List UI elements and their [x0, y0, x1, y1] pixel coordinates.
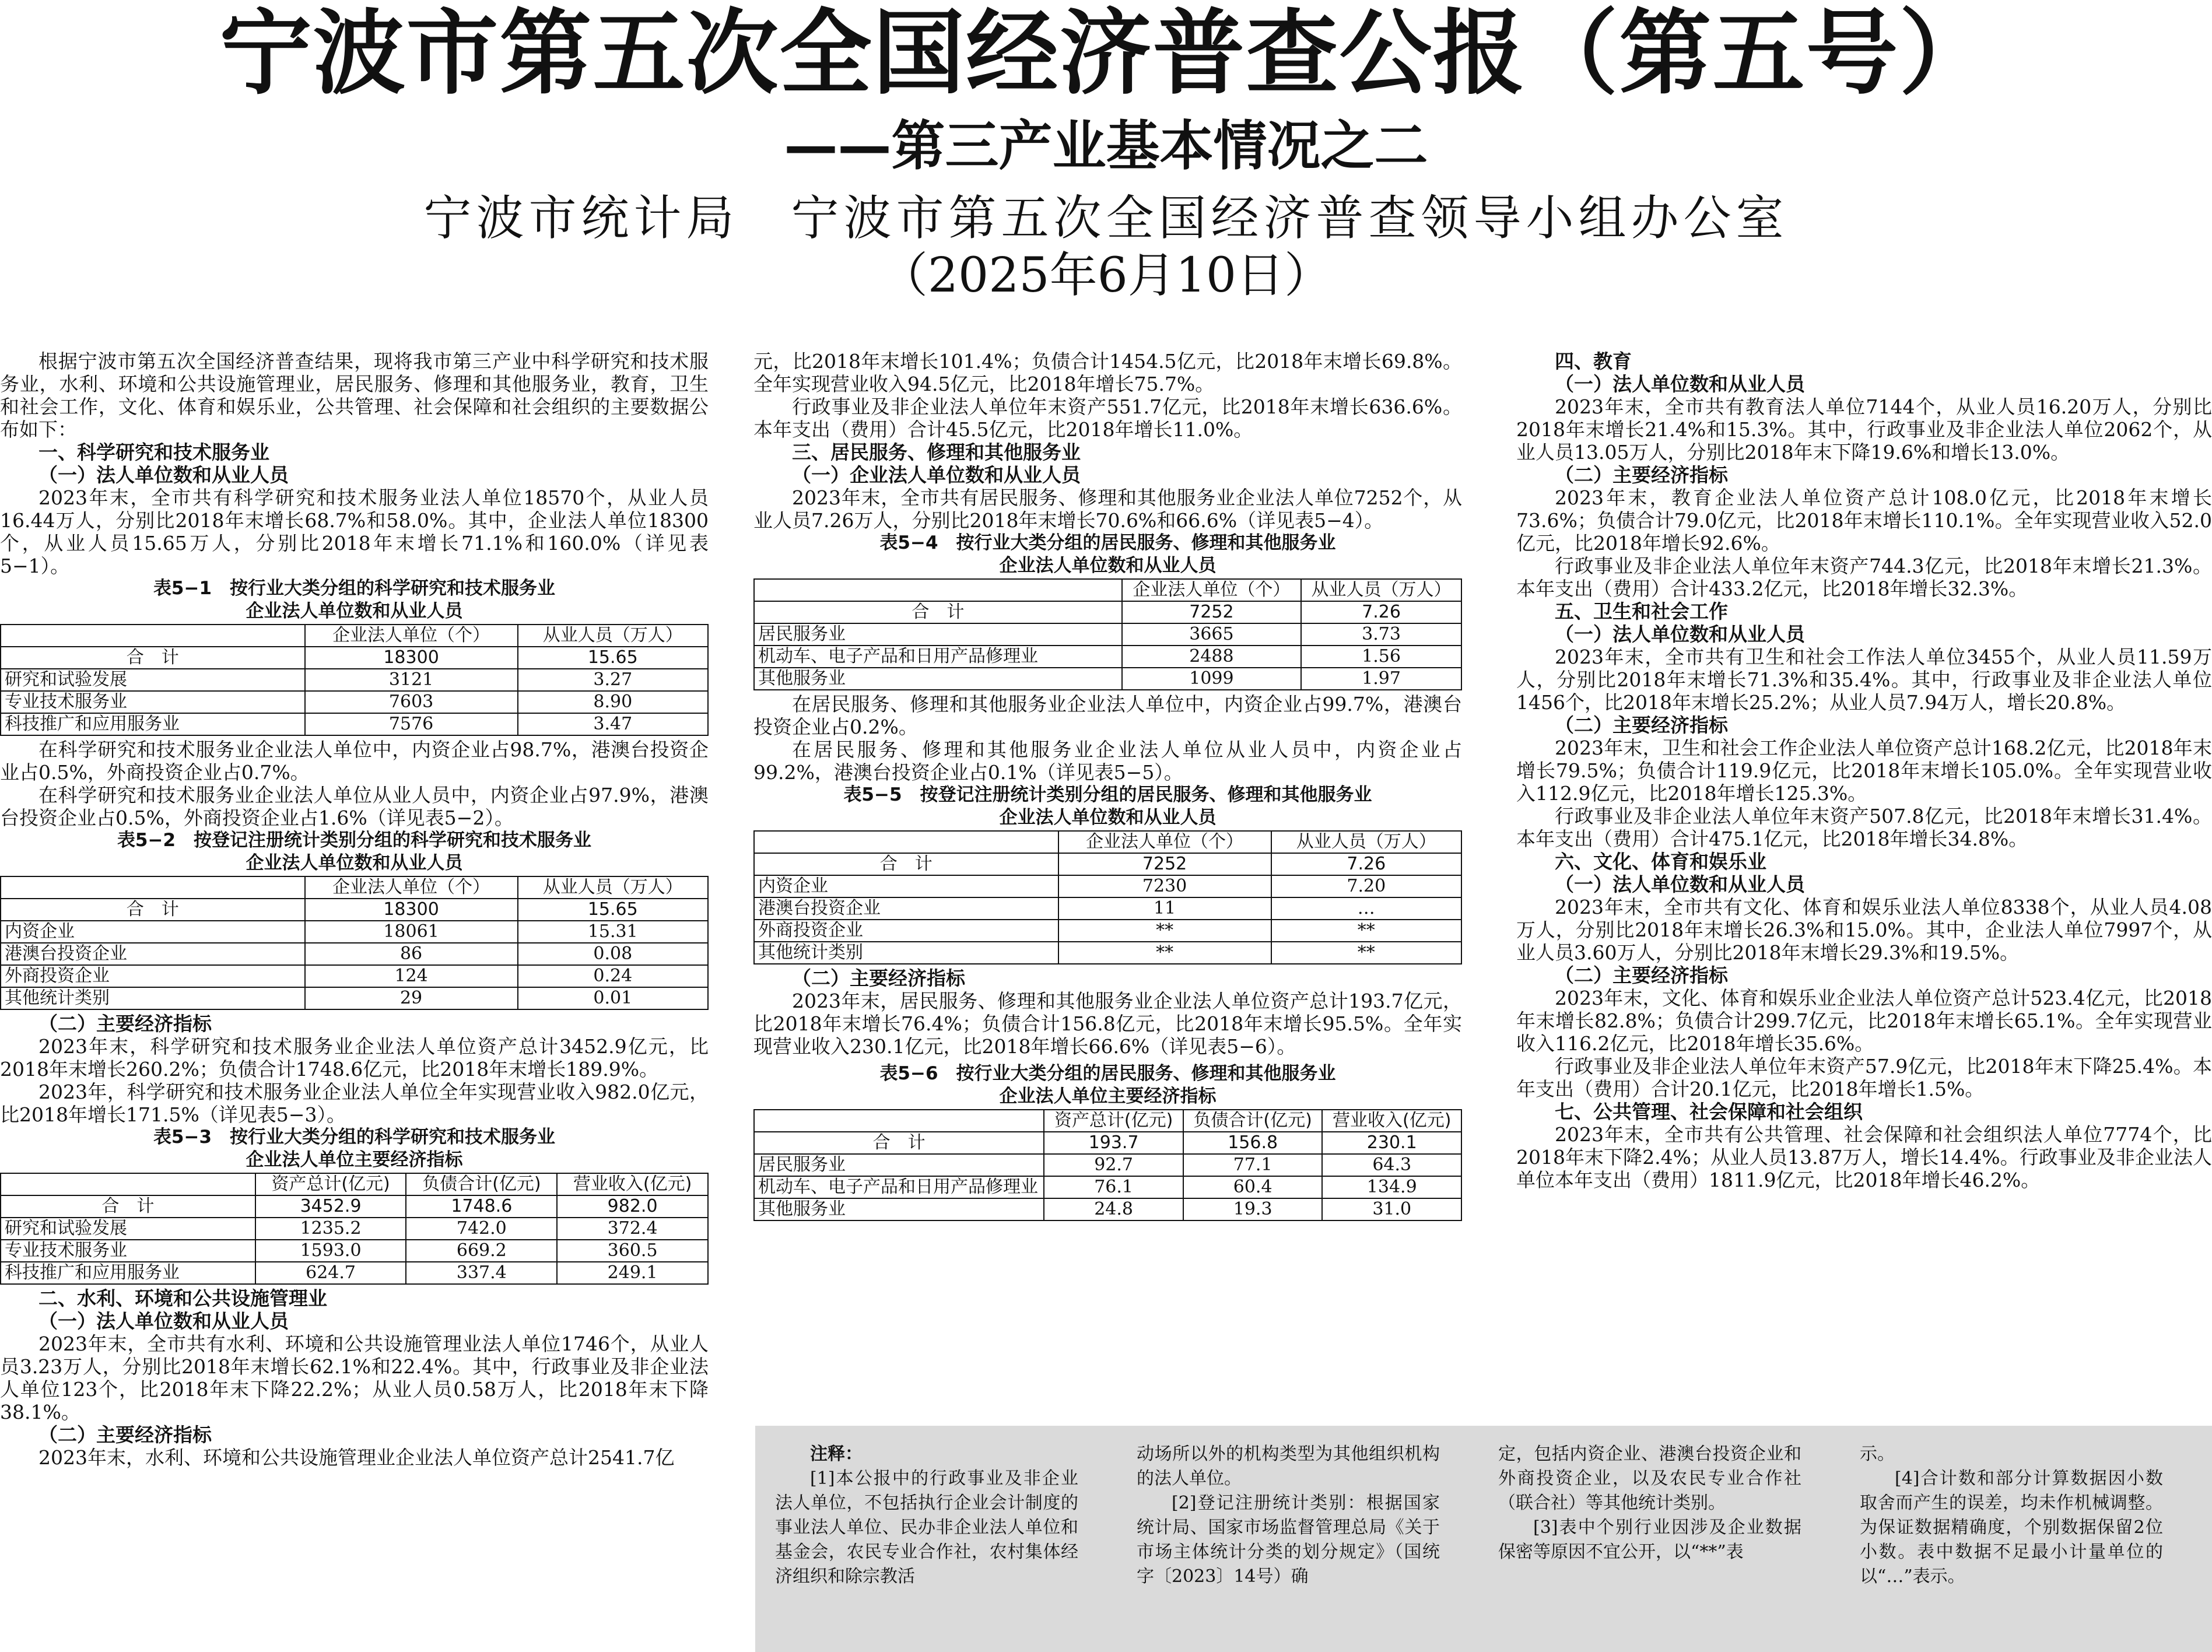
article-column-3 [1516, 350, 2212, 1191]
table-cell: 科技推广和应用服务业 [1, 713, 305, 735]
table-cell: 124 [305, 965, 518, 987]
table-row [754, 875, 1461, 897]
table-header: 从业人员（万人） [1301, 579, 1461, 601]
table-cell: 0.08 [518, 943, 708, 965]
section-heading: 三、居民服务、修理和其他服务业 [792, 441, 1081, 464]
table-cell: 研究和试验发展 [1, 1218, 255, 1240]
table-caption: 企业法人单位数和从业人员 [246, 853, 463, 874]
table-header: 营业收入(亿元) [557, 1173, 708, 1195]
table-cell: 7603 [305, 691, 518, 713]
table-cell: 居民服务业 [754, 1154, 1044, 1176]
table-cell: 3452.9 [255, 1195, 406, 1218]
note-text: 定，包括内资企业、港澳台投资企业和外商投资企业，以及农民专业合作社（联合社）等其他统计类别。 [1498, 1444, 1801, 1513]
table-cell: 624.7 [255, 1262, 406, 1284]
table-cell: 18300 [305, 899, 518, 921]
table-cell: 港澳台投资企业 [754, 897, 1058, 920]
table-cell: ** [1271, 920, 1461, 942]
table-cell: 60.4 [1183, 1176, 1323, 1198]
table-cell: 15.31 [518, 921, 708, 943]
table-caption: 企业法人单位数和从业人员 [246, 601, 463, 622]
table-header: 企业法人单位（个） [305, 876, 518, 899]
subsection-heading: （二）主要经济指标 [1555, 464, 1728, 486]
table-cell: 669.2 [406, 1240, 557, 1262]
table-cell: 7252 [1122, 601, 1301, 623]
table-header-blank [754, 579, 1122, 601]
table-row [1, 1262, 708, 1284]
note-text: [4]合计数和部分计算数据因小数取舍而产生的误差，均未作机械调整。为保证数据精确度，个别数据保留2位小数。表中数据不足最小计量单位的以“…”表示。 [1860, 1468, 2163, 1587]
total-label: 合 计 [754, 601, 1122, 623]
table-cell: 3121 [305, 669, 518, 691]
total-label: 合 计 [1, 1195, 255, 1218]
page-title: 宁波市第五次全国经济普查公报（第五号） [219, 0, 1993, 107]
paragraph: 行政事业及非企业法人单位年末资产507.8亿元，比2018年末增长31.4%。本年支出（费用）合计475.1亿元，比2018年增长34.8%。 [1516, 805, 2212, 850]
table-cell: 24.8 [1044, 1198, 1183, 1220]
table-cell: ** [1058, 942, 1271, 964]
paragraph: 2023年末，全市共有公共管理、社会保障和社会组织法人单位7774个，比2018年末下降2.4%；从业人员13.87万人，增长14.4%。行政事业及非企业法人单位本年支出（费用）1811.9亿元，比2018年增长46.2%。 [1516, 1123, 2212, 1191]
table-row [1, 713, 708, 735]
table-cell: 360.5 [557, 1240, 708, 1262]
table-caption: 表5−3 按行业大类分组的科学研究和技术服务业 [153, 1127, 556, 1148]
table-row [754, 897, 1461, 920]
table-cell: 7252 [1058, 853, 1271, 875]
table-caption: 表5−1 按行业大类分组的科学研究和技术服务业 [153, 578, 556, 599]
table-row [754, 646, 1461, 668]
table-cell: 机动车、电子产品和日用产品修理业 [754, 646, 1122, 668]
paragraph: 2023年末，卫生和社会工作企业法人单位资产总计168.2亿元，比2018年末增长79.5%；负债合计119.9亿元，比2018年末增长105.0%。全年实现营业收入112.9亿元，比2018年增长125.3%。 [1516, 736, 2212, 805]
subsection-heading: （一）法人单位数和从业人员 [1555, 623, 1805, 646]
table-row [1, 691, 708, 713]
table-cell: 76.1 [1044, 1176, 1183, 1198]
note-text: [1]本公报中的行政事业及非企业法人单位，不包括执行企业会计制度的事业法人单位、民办非企业法人单位和基金会，农民专业合作社，农村集体经济组织和除宗教活 [775, 1468, 1078, 1587]
table-cell: 1748.6 [406, 1195, 557, 1218]
table-header-blank [1, 625, 305, 647]
table-row [1, 943, 708, 965]
table-cell: 11 [1058, 897, 1271, 920]
paragraph: 2023年末，居民服务、修理和其他服务业企业法人单位资产总计193.7亿元，比2018年末增长76.4%；负债合计156.8亿元，比2018年末增长95.5%。全年实现营业收入230.1亿元，比2018年增长66.6%（详见表5−6）。 [753, 990, 1462, 1058]
table-row [754, 1198, 1461, 1220]
paragraph: 2023年末，全市共有教育法人单位7144个，从业人员16.20万人，分别比2018年末增长21.4%和15.3%。其中，行政事业及非企业法人单位2062个，从业人员13.05万人，分别比2018年末下降19.6%和增长13.0%。 [1516, 395, 2212, 464]
table-row [754, 1154, 1461, 1176]
table-caption: 表5−5 按登记注册统计类别分组的居民服务、修理和其他服务业 [843, 784, 1372, 805]
table-cell: 外商投资企业 [754, 920, 1058, 942]
total-label: 合 计 [754, 1132, 1044, 1154]
table-cell: 982.0 [557, 1195, 708, 1218]
table-cell: 134.9 [1322, 1176, 1461, 1198]
paragraph: 2023年末，教育企业法人单位资产总计108.0亿元，比2018年末增长73.6%；负债合计79.0亿元，比2018年末增长110.1%。全年实现营业收入52.0亿元，比2018年增长92.6%。 [1516, 486, 2212, 555]
table-cell: 3665 [1122, 623, 1301, 646]
table-cell: 其他服务业 [754, 1198, 1044, 1220]
table-cell: 3.73 [1301, 623, 1461, 646]
subsection-heading: （二）主要经济指标 [38, 1012, 212, 1035]
table-caption: 企业法人单位数和从业人员 [999, 807, 1217, 828]
section-heading: 五、卫生和社会工作 [1555, 600, 1728, 623]
paragraph: 元，比2018年末增长101.4%；负债合计1454.5亿元，比2018年末增长69.8%。全年实现营业收入94.5亿元，比2018年增长75.7%。 [753, 350, 1462, 395]
table-row [1, 669, 708, 691]
table-5-5 [753, 830, 1462, 964]
publish-date: （2025年6月10日） [879, 248, 1333, 303]
table-cell: 92.7 [1044, 1154, 1183, 1176]
table-header: 资产总计(亿元) [1044, 1110, 1183, 1132]
intro-paragraph: 根据宁波市第五次全国经济普查结果，现将我市第三产业中科学研究和技术服务业，水利、环境和公共设施管理业，居民服务、修理和其他服务业，教育，卫生和社会工作，文化、体育和娱乐业，公共管理、社会保障和社会组织的主要数据公布如下： [0, 350, 709, 441]
paragraph: 2023年末，全市共有文化、体育和娱乐业法人单位8338个，从业人员4.08万人，分别比2018年末增长26.3%和15.0%。其中，企业法人单位7997个，从业人员3.60万人，分别比2018年末增长29.3%和19.5%。 [1516, 896, 2212, 964]
table-cell: 专业技术服务业 [1, 691, 305, 713]
table-row [754, 1176, 1461, 1198]
table-header: 企业法人单位（个） [305, 625, 518, 647]
subsection-heading: （二）主要经济指标 [792, 967, 965, 990]
total-label: 合 计 [1, 647, 305, 669]
table-cell: 19.3 [1183, 1198, 1323, 1220]
note-text: 示。 [1860, 1444, 1895, 1464]
table-header: 企业法人单位（个） [1058, 831, 1271, 853]
table-cell: 15.65 [518, 647, 708, 669]
table-header: 负债合计(亿元) [1183, 1110, 1323, 1132]
table-row [1, 987, 708, 1009]
table-cell: 内资企业 [754, 875, 1058, 897]
table-cell: 77.1 [1183, 1154, 1323, 1176]
table-5-1 [0, 624, 709, 736]
table-cell: 64.3 [1322, 1154, 1461, 1176]
paragraph: 2023年末，全市共有居民服务、修理和其他服务业企业法人单位7252个，从业人员7.26万人，分别比2018年末增长70.6%和66.6%（详见表5−4）。 [753, 486, 1462, 532]
notes-column-4 [1860, 1442, 2163, 1589]
table-cell: 7.20 [1271, 875, 1461, 897]
table-caption: 表5−4 按行业大类分组的居民服务、修理和其他服务业 [879, 532, 1336, 553]
table-row [1, 965, 708, 987]
table-cell: 7576 [305, 713, 518, 735]
table-cell: 其他服务业 [754, 668, 1122, 690]
paragraph: 2023年末，全市共有科学研究和技术服务业法人单位18570个，从业人员16.44万人，分别比2018年末增长68.7%和58.0%。其中，企业法人单位18300个，从业人员15.65万人，分别比2018年末增长71.1%和160.0%（详见表5−1）。 [0, 486, 709, 577]
subsection-heading: （二）主要经济指标 [1555, 714, 1728, 736]
table-cell: 29 [305, 987, 518, 1009]
paragraph: 2023年，科学研究和技术服务业企业法人单位全年实现营业收入982.0亿元，比2018年增长171.5%（详见表5−3）。 [0, 1081, 709, 1126]
table-cell: 3.27 [518, 669, 708, 691]
table-cell: 1235.2 [255, 1218, 406, 1240]
table-cell: 其他统计类别 [754, 942, 1058, 964]
note-text: [2]登记注册统计类别：根据国家统计局、国家市场监督管理总局《关于市场主体统计分类的划分规定》（国统字〔2023〕14号）确 [1137, 1493, 1440, 1587]
table-cell: 3.47 [518, 713, 708, 735]
table-header: 从业人员（万人） [518, 625, 708, 647]
table-cell: 8.90 [518, 691, 708, 713]
table-row [754, 623, 1461, 646]
table-cell: 249.1 [557, 1262, 708, 1284]
table-caption: 表5−6 按行业大类分组的居民服务、修理和其他服务业 [879, 1063, 1336, 1084]
table-cell: 专业技术服务业 [1, 1240, 255, 1262]
table-cell: 1.97 [1301, 668, 1461, 690]
table-row [1, 921, 708, 943]
table-5-4 [753, 578, 1462, 690]
table-header-blank [1, 1173, 255, 1195]
notes-column-1 [775, 1442, 1078, 1589]
subsection-heading: （二）主要经济指标 [38, 1423, 212, 1446]
article-column-2 [753, 350, 1462, 1223]
subsection-heading: （二）主要经济指标 [1555, 964, 1728, 987]
table-cell: 1.56 [1301, 646, 1461, 668]
table-5-6 [753, 1109, 1462, 1221]
table-cell: ** [1058, 920, 1271, 942]
paragraph: 在居民服务、修理和其他服务业企业法人单位从业人员中，内资企业占99.2%，港澳台投资企业占0.1%（详见表5−5）。 [753, 738, 1462, 784]
total-label: 合 计 [1, 899, 305, 921]
table-5-2 [0, 876, 709, 1010]
section-heading: 一、科学研究和技术服务业 [38, 441, 269, 464]
table-cell: 科技推广和应用服务业 [1, 1262, 255, 1284]
table-header: 从业人员（万人） [518, 876, 708, 899]
table-cell: 156.8 [1183, 1132, 1323, 1154]
table-cell: 其他统计类别 [1, 987, 305, 1009]
paragraph: 行政事业及非企业法人单位年末资产551.7亿元，比2018年末增长636.6%。本年支出（费用）合计45.5亿元，比2018年增长11.0%。 [753, 395, 1462, 441]
table-cell: 机动车、电子产品和日用产品修理业 [754, 1176, 1044, 1198]
table-header: 负债合计(亿元) [406, 1173, 557, 1195]
subsection-heading: （一）企业法人单位数和从业人员 [792, 464, 1081, 486]
table-cell: 内资企业 [1, 921, 305, 943]
section-heading: 六、文化、体育和娱乐业 [1555, 850, 1766, 873]
notes-heading: 注释： [810, 1444, 863, 1464]
table-cell: 1099 [1122, 668, 1301, 690]
page-subtitle: ——第三产业基本情况之二 [784, 115, 1428, 177]
table-row [754, 668, 1461, 690]
table-cell: … [1271, 897, 1461, 920]
table-row [754, 942, 1461, 964]
table-cell: 港澳台投资企业 [1, 943, 305, 965]
table-caption: 企业法人单位数和从业人员 [999, 555, 1217, 576]
subsection-heading: （一）法人单位数和从业人员 [1555, 373, 1805, 395]
table-cell: 外商投资企业 [1, 965, 305, 987]
paragraph: 2023年末，科学研究和技术服务业企业法人单位资产总计3452.9亿元，比2018年末增长260.2%；负债合计1748.6亿元，比2018年末增长189.9%。 [0, 1035, 709, 1081]
table-header-blank [754, 831, 1058, 853]
paragraph: 2023年末，文化、体育和娱乐业企业法人单位资产总计523.4亿元，比2018年末增长82.8%；负债合计299.7亿元，比2018年末增长65.1%。全年实现营业收入116.2亿元，比2018年增长35.6%。 [1516, 987, 2212, 1055]
table-cell: 7.26 [1301, 601, 1461, 623]
section-heading: 二、水利、环境和公共设施管理业 [38, 1287, 327, 1310]
table-header: 企业法人单位（个） [1122, 579, 1301, 601]
table-cell: 居民服务业 [754, 623, 1122, 646]
table-header: 资产总计(亿元) [255, 1173, 406, 1195]
paragraph: 2023年末，水利、环境和公共设施管理业企业法人单位资产总计2541.7亿 [38, 1446, 675, 1469]
notes-column-3 [1498, 1442, 1801, 1565]
table-cell: 研究和试验发展 [1, 669, 305, 691]
table-cell: 31.0 [1322, 1198, 1461, 1220]
table-cell: 7.26 [1271, 853, 1461, 875]
paragraph: 在居民服务、修理和其他服务业企业法人单位中，内资企业占99.7%，港澳台投资企业占0.2%。 [753, 693, 1462, 738]
note-text: [3]表中个别行业因涉及企业数据保密等原因不宜公开，以“**”表 [1498, 1517, 1801, 1562]
table-cell: 0.24 [518, 965, 708, 987]
paragraph: 行政事业及非企业法人单位年末资产744.3亿元，比2018年末增长21.3%。本年支出（费用）合计433.2亿元，比2018年增长32.3%。 [1516, 555, 2212, 600]
subsection-heading: （一）法人单位数和从业人员 [1555, 873, 1805, 896]
table-5-3 [0, 1173, 709, 1285]
table-cell: 193.7 [1044, 1132, 1183, 1154]
table-row [1, 1240, 708, 1262]
notes-column-2 [1137, 1442, 1440, 1589]
paragraph: 行政事业及非企业法人单位年末资产57.9亿元，比2018年末下降25.4%。本年支出（费用）合计20.1亿元，比2018年增长1.5%。 [1516, 1055, 2212, 1100]
subsection-heading: （一）法人单位数和从业人员 [38, 1310, 289, 1332]
table-cell: ** [1271, 942, 1461, 964]
table-cell: 230.1 [1322, 1132, 1461, 1154]
table-row [754, 920, 1461, 942]
notes-box [755, 1426, 2212, 1652]
total-label: 合 计 [754, 853, 1058, 875]
table-cell: 337.4 [406, 1262, 557, 1284]
table-caption: 企业法人单位主要经济指标 [246, 1149, 463, 1170]
issuer-line: 宁波市统计局 宁波市第五次全国经济普查领导小组办公室 [423, 191, 1789, 246]
table-header-blank [1, 876, 305, 899]
table-row [1, 1218, 708, 1240]
table-cell: 15.65 [518, 899, 708, 921]
table-cell: 0.01 [518, 987, 708, 1009]
table-cell: 18061 [305, 921, 518, 943]
note-text: 动场所以外的机构类型为其他组织机构的法人单位。 [1137, 1444, 1440, 1489]
table-header: 从业人员（万人） [1271, 831, 1461, 853]
table-cell: 86 [305, 943, 518, 965]
table-cell: 742.0 [406, 1218, 557, 1240]
table-header: 营业收入(亿元) [1322, 1110, 1461, 1132]
paragraph: 在科学研究和技术服务业企业法人单位中，内资企业占98.7%，港澳台投资企业占0.5%，外商投资企业占0.7%。 [0, 738, 709, 784]
table-cell: 2488 [1122, 646, 1301, 668]
paragraph: 2023年末，全市共有水利、环境和公共设施管理业法人单位1746个，从业人员3.23万人，分别比2018年末增长62.1%和22.4%。其中，行政事业及非企业法人单位123个，比2018年末下降22.2%；从业人员0.58万人，比2018年末下降38.1%。 [0, 1332, 709, 1423]
paragraph: 在科学研究和技术服务业企业法人单位从业人员中，内资企业占97.9%，港澳台投资企业占0.5%，外商投资企业占1.6%（详见表5−2）。 [0, 784, 709, 829]
table-caption: 企业法人单位主要经济指标 [999, 1086, 1217, 1107]
section-heading: 四、教育 [1555, 350, 1632, 373]
table-header-blank [754, 1110, 1044, 1132]
section-heading: 七、公共管理、社会保障和社会组织 [1555, 1100, 1863, 1123]
paragraph: 2023年末，全市共有卫生和社会工作法人单位3455个，从业人员11.59万人，分别比2018年末增长71.3%和35.4%。其中，行政事业及非企业法人单位1456个，比2018年末增长25.2%；从业人员7.94万人，增长20.8%。 [1516, 646, 2212, 714]
table-cell: 18300 [305, 647, 518, 669]
table-cell: 7230 [1058, 875, 1271, 897]
table-cell: 1593.0 [255, 1240, 406, 1262]
table-cell: 372.4 [557, 1218, 708, 1240]
article-column-1 [0, 350, 709, 1469]
subsection-heading: （一）法人单位数和从业人员 [38, 464, 289, 486]
table-caption: 表5−2 按登记注册统计类别分组的科学研究和技术服务业 [117, 830, 592, 851]
